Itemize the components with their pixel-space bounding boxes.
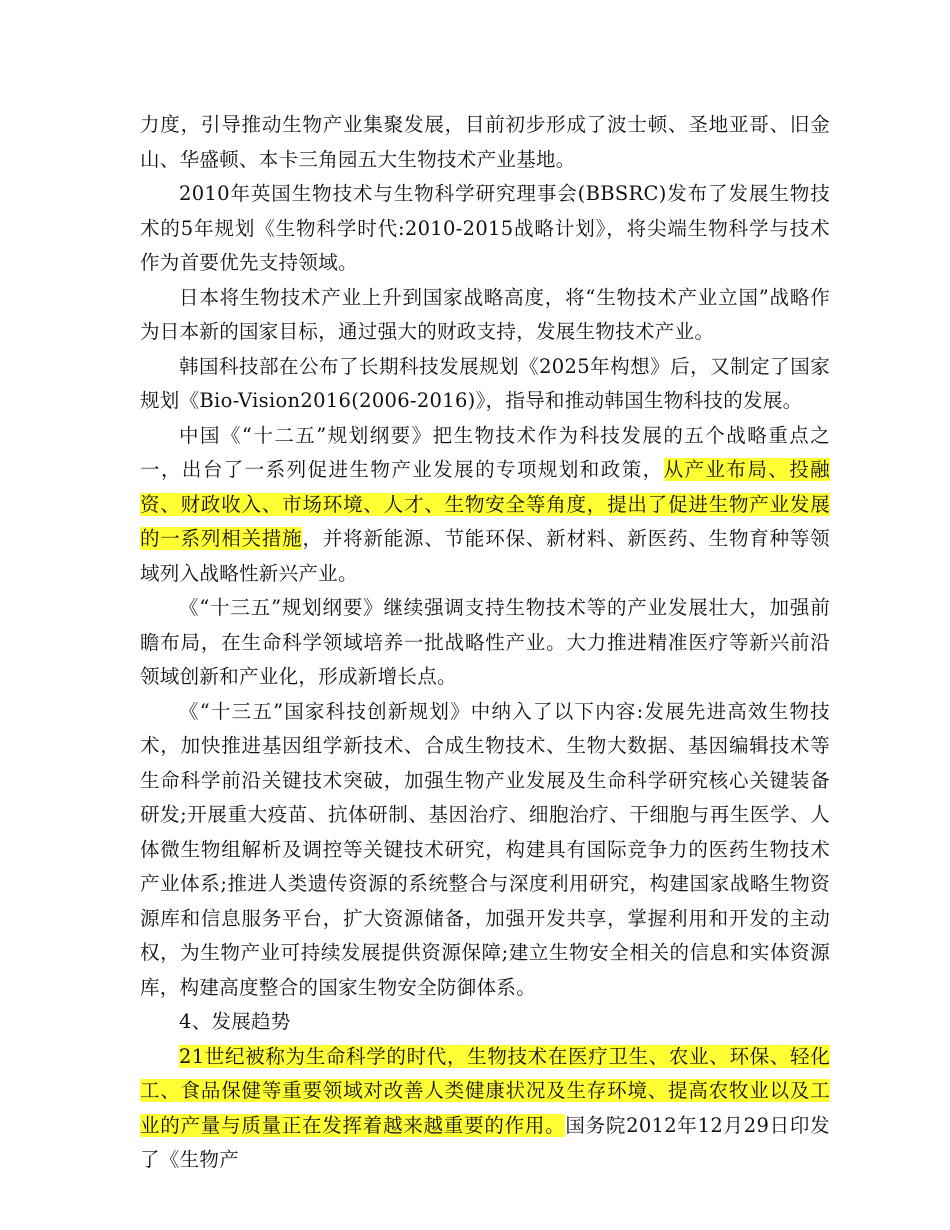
text-segment: 国务院2012年12月29日印发了《生物产: [140, 1113, 830, 1171]
paragraph-japan: [140, 281, 830, 350]
text-segment: 《“十三五”国家科技创新规划》中纳入了以下内容:发展先进高效生物技术，加快推进基因组学新技术、合成生物技术、生物大数据、基因编辑技术等生命科学前沿关键技术突破，加强生物产业发展及生命科学研究核心关键装备研发;开展重大疫苗、抗体研制、基因治疗、细胞治疗、干细胞与再生医学、人体微生物组解析及调控等关键技术研究，构建具有国际竞争力的医药生物技术产业体系;推进人类遗传资源的系统整合与深度利用研究，构建国家战略生物资源库和信息服务平台，扩大资源储备，加强开发共享，掌握利用和开发的主动权，为生物产业可持续发展提供资源保障;建立生物安全相关的信息和实体资源库，构建高度整合的国家生物安全防御体系。: [140, 699, 830, 999]
section-heading-trends: [140, 1005, 830, 1040]
heading-text: 4、发展趋势: [179, 1010, 291, 1033]
text-segment: 韩国科技部在公布了长期科技发展规划《2025年构想》后，又制定了国家规划《Bio-Vision2016(2006-2016)》，指导和推动韩国生物科技的发展。: [140, 354, 830, 412]
paragraph-uk-bbsrc: [140, 177, 830, 281]
paragraph-china-12th-plan: [140, 419, 830, 592]
document-page: [140, 108, 830, 1178]
text-segment: 2010年英国生物技术与生物科学研究理事会(BBSRC)发布了发展生物技术的5年规划《生物科学时代:2010-2015战略计划》，将尖端生物科学与技术作为首要优先支持领域。: [140, 182, 830, 274]
paragraph-china-13th-plan: [140, 591, 830, 695]
text-segment: 《“十三五”规划纲要》继续强调支持生物技术等的产业发展壮大，加强前瞻布局，在生命科学领域培养一批战略性产业。大力推进精准医疗等新兴前沿领域创新和产业化，形成新增长点。: [140, 596, 830, 688]
text-segment: 日本将生物技术产业上升到国家战略高度，将“生物技术产业立国”战略作为日本新的国家目标，通过强大的财政支持，发展生物技术产业。: [140, 285, 830, 343]
paragraph-21st-century: [140, 1040, 830, 1178]
paragraph-korea: [140, 350, 830, 419]
text-segment: 中国《“十二五”规划纲要》把生物技术作为科技发展的五个战略重点之一，出台了一系列促进生物产业发展的专项规划和政策，: [140, 423, 830, 481]
paragraph-us-bio-bases: [140, 108, 830, 177]
text-segment: ，并将新能源、节能环保、新材料、新医药、生物育种等领域列入战略性新兴产业。: [140, 527, 830, 585]
text-segment: 力度，引导推动生物产业集聚发展，目前初步形成了波士顿、圣地亚哥、旧金山、华盛顿、本卡三角园五大生物技术产业基地。: [140, 113, 830, 171]
highlighted-text: 21世纪被称为生命科学的时代，生物技术在医疗卫生、农业、环保、轻化工、食品保健等重要领域对改善人类健康状况及生存环境、提高农牧业以及工业的产量与质量正在发挥着越来越重要的作用。: [140, 1044, 830, 1137]
paragraph-13th-sci-tech-plan: [140, 695, 830, 1006]
highlighted-text: 从产业布局、投融资、财政收入、市场环境、人才、生物安全等角度，提出了促进生物产业发展的一系列相关措施: [140, 458, 830, 550]
